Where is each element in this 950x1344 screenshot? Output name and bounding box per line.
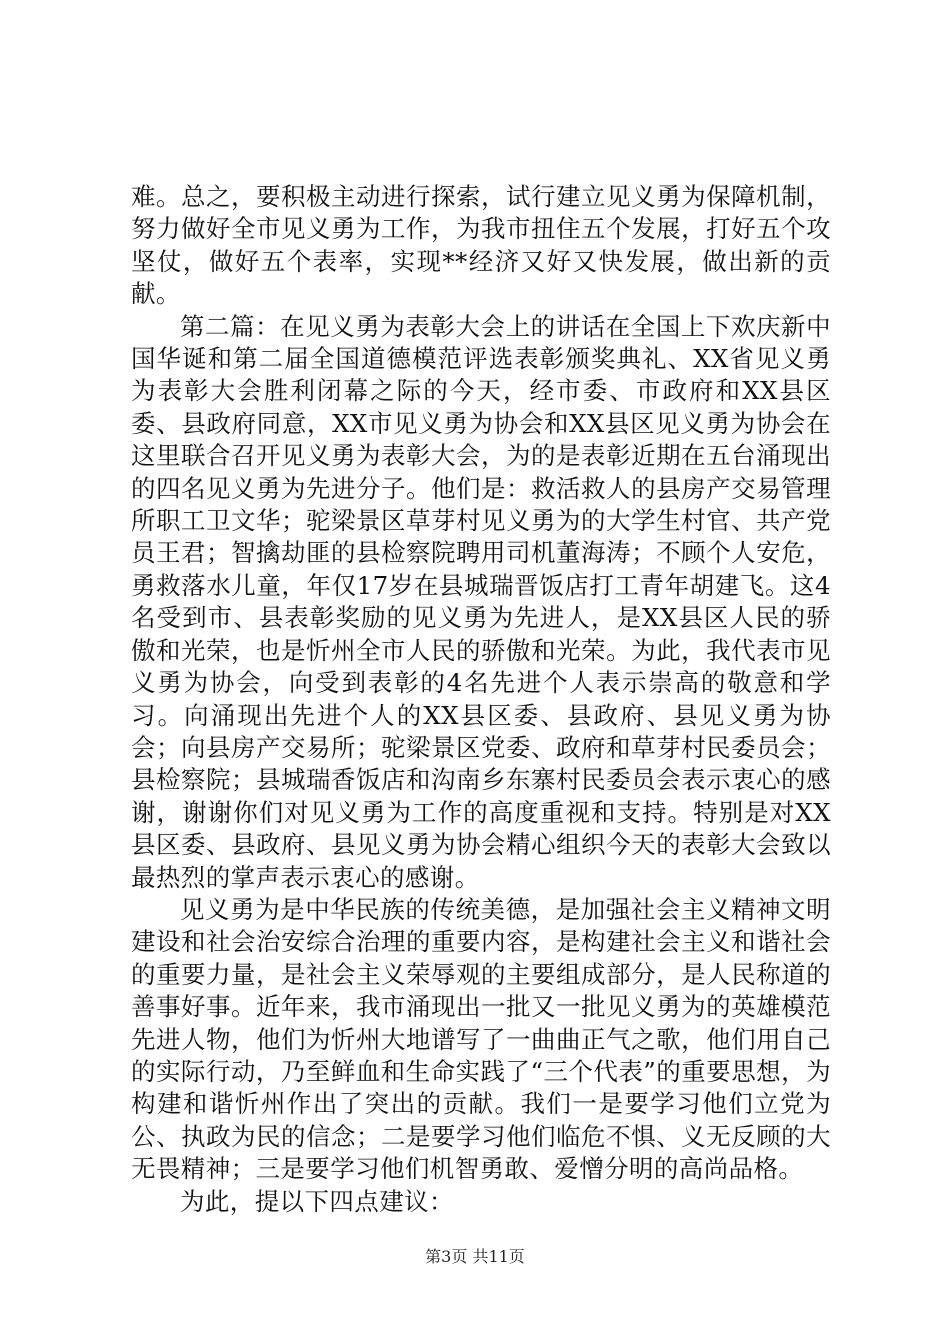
document-body [131,181,831,1218]
page-number-footer: 第3页 共11页 [425,1247,525,1266]
paragraph-1: 难。总之，要积极主动进行探索，试行建立见义勇为保障机制，努力做好全市见义勇为工作，为我市扭住五个发展，打好五个攻坚仗，做好五个表率，实现**经济又好又快发展，做出新的贡献。 [131,182,831,309]
paragraph-3: 见义勇为是中华民族的传统美德，是加强社会主义精神文明建设和社会治安综合治理的重要内容，是构建社会主义和谐社会的重要力量，是社会主义荣辱观的主要组成部分，是人民称道的善事好事。近年来，我市涌现出一批又一批见义勇为的英雄模范先进人物，他们为忻州大地谱写了一曲曲正气之歌，他们用自己的实际行动，乃至鲜血和生命实践了“三个代表”的重要思想，为构建和谐忻州作出了突出的贡献。我们一是要学习他们立党为公、执政为民的信念；二是要学习他们临危不惧、义无反顾的大无畏精神；三是要学习他们机智勇敢、爱憎分明的高尚品格。 [131,894,831,1184]
paragraph-4: 为此，提以下四点建议： [180,1186,454,1216]
paragraph-2: 第二篇：在见义勇为表彰大会上的讲话在全国上下欢庆新中国华诞和第二届全国道德模范评选表彰颁奖典礼、XX省见义勇为表彰大会胜利闭幕之际的今天，经市委、市政府和XX县区委、县政府同意，XX市见义勇为协会和XX县区见义勇为协会在这里联合召开见义勇为表彰大会，为的是表彰近期在五台涌现出的四名见义勇为先进分子。他们是：救活救人的县房产交易管理所职工卫文华；驼梁景区草芽村见义勇为的大学生村官、共产党员王君；智擒劫匪的县检察院聘用司机董海涛；不顾个人安危，勇救落水儿童，年仅17岁在县城瑞晋饭店打工青年胡建飞。这4名受到市、县表彰奖励的见义勇为先进人，是XX县区人民的骄傲和光荣，也是忻州全市人民的骄傲和光荣。为此，我代表市见义勇为协会，向受到表彰的4名先进个人表示崇高的敬意和学习。向涌现出先进个人的XX县区委、县政府、县见义勇为协会；向县房产交易所；驼梁景区党委、政府和草芽村民委员会；县检察院；县城瑞香饭店和沟南乡东寨村民委员会表示衷心的感谢，谢谢你们对见义勇为工作的高度重视和支持。特别是对XX县区委、县政府、县见义勇为协会精心组织今天的表彰大会致以最热烈的掌声表示衷心的感谢。 [131,311,831,892]
